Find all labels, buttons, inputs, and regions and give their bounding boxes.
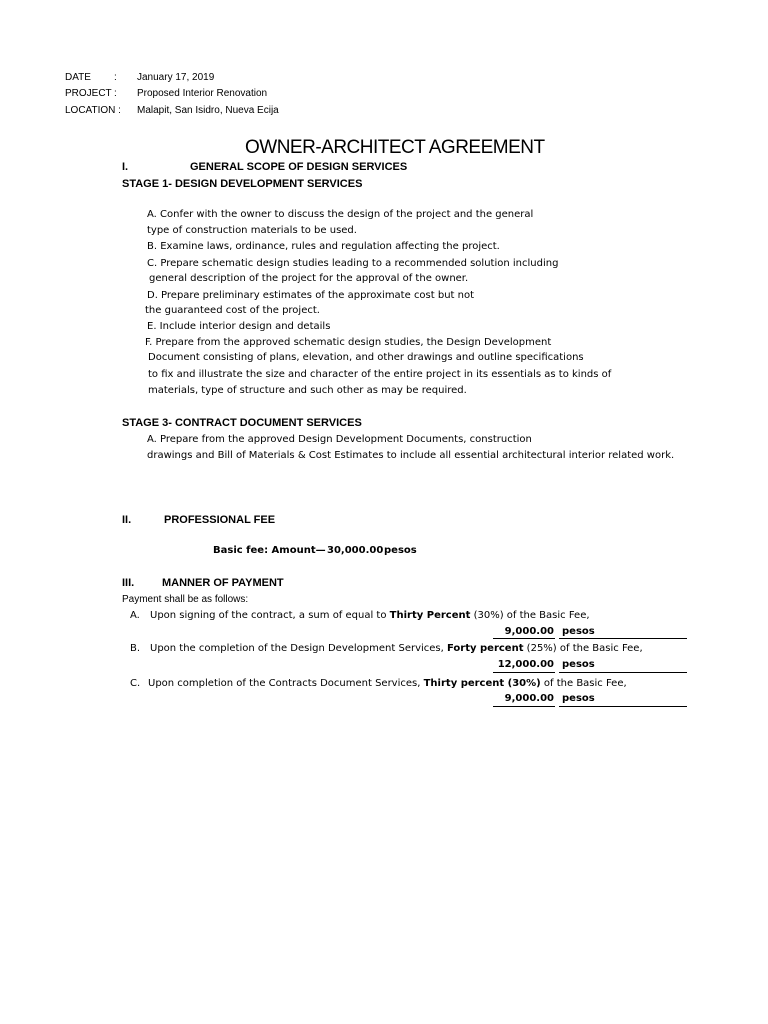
section-1-heading: GENERAL SCOPE OF DESIGN SERVICES	[190, 161, 408, 173]
payment-item-letter: B.	[130, 643, 141, 654]
unit-underline	[559, 672, 687, 673]
section-2-number: II.	[122, 514, 132, 526]
payment-item-amount: 12,000.00	[497, 659, 554, 670]
stage-1-line: to fix and illustrate the size and character of the entire project in its essentials as to kinds of	[148, 369, 612, 380]
unit-underline	[559, 706, 687, 707]
payment-item-amount: 9,000.00	[504, 626, 554, 637]
payment-item-letter: A.	[130, 610, 140, 621]
section-1-number: I.	[122, 161, 129, 173]
date-label: DATE	[65, 72, 91, 83]
section-2-heading: PROFESSIONAL FEE	[164, 514, 276, 526]
stage-1-line: materials, type of structure and such other as may be required.	[148, 385, 467, 396]
payment-item-text: Upon completion of the Contracts Document Services, Thirty percent (30%) of the Basic Fee,	[148, 678, 627, 689]
payment-item-letter: C.	[130, 678, 141, 689]
basic-fee-value: 30,000.00	[327, 545, 384, 556]
document-title: OWNER-ARCHITECT AGREEMENT	[245, 137, 545, 158]
payment-item-unit: pesos	[562, 693, 595, 704]
basic-fee-unit: pesos	[384, 545, 417, 556]
unit-underline	[559, 638, 687, 639]
section-3-heading: MANNER OF PAYMENT	[162, 577, 284, 589]
date-separator: :	[114, 72, 117, 83]
stage-1-line: A. Confer with the owner to discuss the design of the project and the general	[147, 209, 534, 220]
stage-3-line: drawings and Bill of Materials & Cost Estimates to include all essential architectural interior related work.	[147, 450, 675, 461]
stage-1-line: general description of the project for the approval of the owner.	[149, 273, 469, 284]
stage-1-line: C. Prepare schematic design studies leading to a recommended solution including	[147, 258, 559, 269]
stage-1-line: B. Examine laws, ordinance, rules and regulation affecting the project.	[147, 241, 500, 252]
project-separator: :	[114, 88, 117, 99]
payment-item-text: Upon signing of the contract, a sum of equal to Thirty Percent (30%) of the Basic Fee,	[150, 610, 590, 621]
project-value: Proposed Interior Renovation	[137, 88, 268, 99]
stage-1-line: F. Prepare from the approved schematic design studies, the Design Development	[145, 337, 552, 348]
location-value: Malapit, San Isidro, Nueva Ecija	[137, 105, 279, 116]
amount-underline	[493, 638, 555, 639]
payment-item-unit: pesos	[562, 659, 595, 670]
stage-1-line: E. Include interior design and details	[147, 321, 331, 332]
payment-item-unit: pesos	[562, 626, 595, 637]
amount-underline	[493, 706, 555, 707]
payment-intro: Payment shall be as follows:	[122, 594, 249, 605]
section-3-number: III.	[122, 577, 135, 589]
location-label: LOCATION :	[65, 105, 121, 116]
project-label: PROJECT	[65, 88, 112, 99]
amount-underline	[493, 672, 555, 673]
basic-fee-label: Basic fee: Amount—	[213, 545, 326, 556]
payment-item-text: Upon the completion of the Design Development Services, Forty percent (25%) of the Basic Fee,	[150, 643, 643, 654]
stage-1-line: D. Prepare preliminary estimates of the approximate cost but not	[147, 290, 475, 301]
stage-1-line: Document consisting of plans, elevation, and other drawings and outline specifications	[148, 352, 584, 363]
stage-3-heading: STAGE 3- CONTRACT DOCUMENT SERVICES	[122, 417, 362, 429]
stage-1-line: type of construction materials to be used.	[147, 225, 357, 236]
payment-item-amount: 9,000.00	[504, 693, 554, 704]
stage-1-line: the guaranteed cost of the project.	[145, 305, 320, 316]
stage-3-line: A. Prepare from the approved Design Development Documents, construction	[147, 434, 532, 445]
date-value: January 17, 2019	[137, 72, 215, 83]
stage-1-heading: STAGE 1- DESIGN DEVELOPMENT SERVICES	[122, 178, 363, 190]
